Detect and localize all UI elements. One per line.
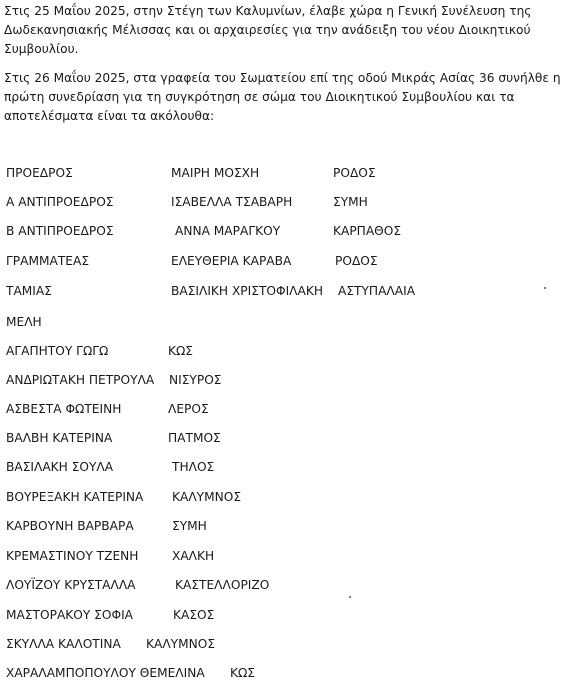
member-island: ΛΕΡΟΣ [168,402,209,416]
member-name: ΣΚΥΛΛΑ ΚΑΛΟΤΙΝΑ [6,637,121,651]
board-role: Α ΑΝΤΙΠΡΟΕΔΡΟΣ [6,195,114,209]
member-row [0,519,568,539]
intro-paragraph-1: Στις 25 Μαΐου 2025, στην Στέγη των Καλυμνίων, έλαβε χώρα η Γενική Συνέλευση της Δωδεκανησιακής Μέλισσας και οι αρχαιρεσίες για την ανάδειξη του νέου Διοικητικού Συμβουλίου. [4,4,532,56]
board-member-name: ΜΑΙΡΗ ΜΟΣΧΗ [171,166,260,180]
member-island: ΧΑΛΚΗ [172,549,215,563]
board-member-name: ΑΝΝΑ ΜΑΡΑΓΚΟΥ [175,224,281,238]
member-name: ΒΑΣΙΛΑΚΗ ΣΟΥΛΑ [6,460,114,474]
member-island: ΚΩΣ [230,666,256,680]
member-row [0,373,568,393]
member-name: ΑΓΑΠΗΤΟΥ ΓΩΓΩ [6,344,109,358]
board-row-treasurer [0,284,568,304]
members-heading-row [0,315,568,335]
board-role: ΓΡΑΜΜΑΤΕΑΣ [6,254,90,268]
member-row [0,490,568,510]
member-name: ΛΟΥΪΖΟΥ ΚΡΥΣΤΑΛΛΑ [6,578,136,592]
member-row [0,402,568,422]
board-member-island: ΡΟΔΟΣ [335,254,378,268]
member-island: ΚΑΛΥΜΝΟΣ [146,637,216,651]
member-row [0,549,568,569]
member-island: ΤΗΛΟΣ [172,460,215,474]
member-row [0,460,568,480]
member-name: ΒΟΥΡΕΞΑΚΗ ΚΑΤΕΡΙΝΑ [6,490,144,504]
member-row [0,578,568,598]
board-member-island: ΡΟΔΟΣ [333,166,376,180]
member-island: ΚΑΣΤΕΛΛΟΡΙΖΟ [175,578,270,592]
board-member-island: ΣΥΜΗ [333,195,368,209]
member-row [0,344,568,364]
board-member-name: ΒΑΣΙΛΙΚΗ ΧΡΙΣΤΟΦΙΛΑΚΗ [171,284,324,298]
board-member-island: ΑΣΤΥΠΑΛΑΙΑ [338,284,416,298]
member-name: ΑΝΔΡΙΩΤΑΚΗ ΠΕΤΡΟΥΛΑ [6,373,155,387]
board-row-vice-president-a [0,195,568,215]
member-row [0,431,568,451]
board-member-name: ΙΣΑΒΕΛΛΑ ΤΣΑΒΑΡΗ [171,195,293,209]
members-heading: ΜΕΛΗ [6,315,42,329]
board-row-president [0,166,568,186]
member-name: ΒΑΛΒΗ ΚΑΤΕΡΙΝΑ [6,431,113,445]
member-name: ΚΡΕΜΑΣΤΙΝΟΥ ΤΖΕΝΗ [6,549,139,563]
intro-paragraph-2: Στις 26 Μαΐου 2025, στα γραφεία του Σωματείου επί της οδού Μικράς Ασίας 36 συνήλθε η πρώτη συνεδρίαση για τη συγκρότηση σε σώμα του Διοικητικού Συμβουλίου και τα αποτελέσματα είναι τα ακόλουθα: [4,71,561,123]
scan-speck [544,287,546,289]
board-row-vice-president-b [0,224,568,244]
member-name: ΑΣΒΕΣΤΑ ΦΩΤΕΙΝΗ [6,402,122,416]
member-island: ΠΑΤΜΟΣ [168,431,221,445]
member-island: ΣΥΜΗ [172,519,207,533]
board-member-name: ΕΛΕΥΘΕΡΙΑ ΚΑΡΑΒΑ [171,254,292,268]
member-row [0,608,568,628]
board-member-island: ΚΑΡΠΑΘΟΣ [333,224,402,238]
board-role: ΤΑΜΙΑΣ [6,284,52,298]
member-island: ΚΩΣ [168,344,194,358]
member-island: ΝΙΣΥΡΟΣ [169,373,222,387]
scan-speck [349,596,351,598]
board-role: Β ΑΝΤΙΠΡΟΕΔΡΟΣ [6,224,114,238]
member-row [0,666,568,686]
board-role: ΠΡΟΕΔΡΟΣ [6,166,73,180]
member-name: ΧΑΡΑΛΑΜΠΟΠΟΥΛΟΥ ΘΕΜΕΛΙΝΑ [6,666,205,680]
member-island: ΚΑΣΟΣ [173,608,215,622]
member-row [0,637,568,657]
member-island: ΚΑΛΥΜΝΟΣ [172,490,242,504]
board-row-secretary [0,254,568,274]
member-name: ΜΑΣΤΟΡΑΚΟΥ ΣΟΦΙΑ [6,608,133,622]
member-name: ΚΑΡΒΟΥΝΗ ΒΑΡΒΑΡΑ [6,519,134,533]
